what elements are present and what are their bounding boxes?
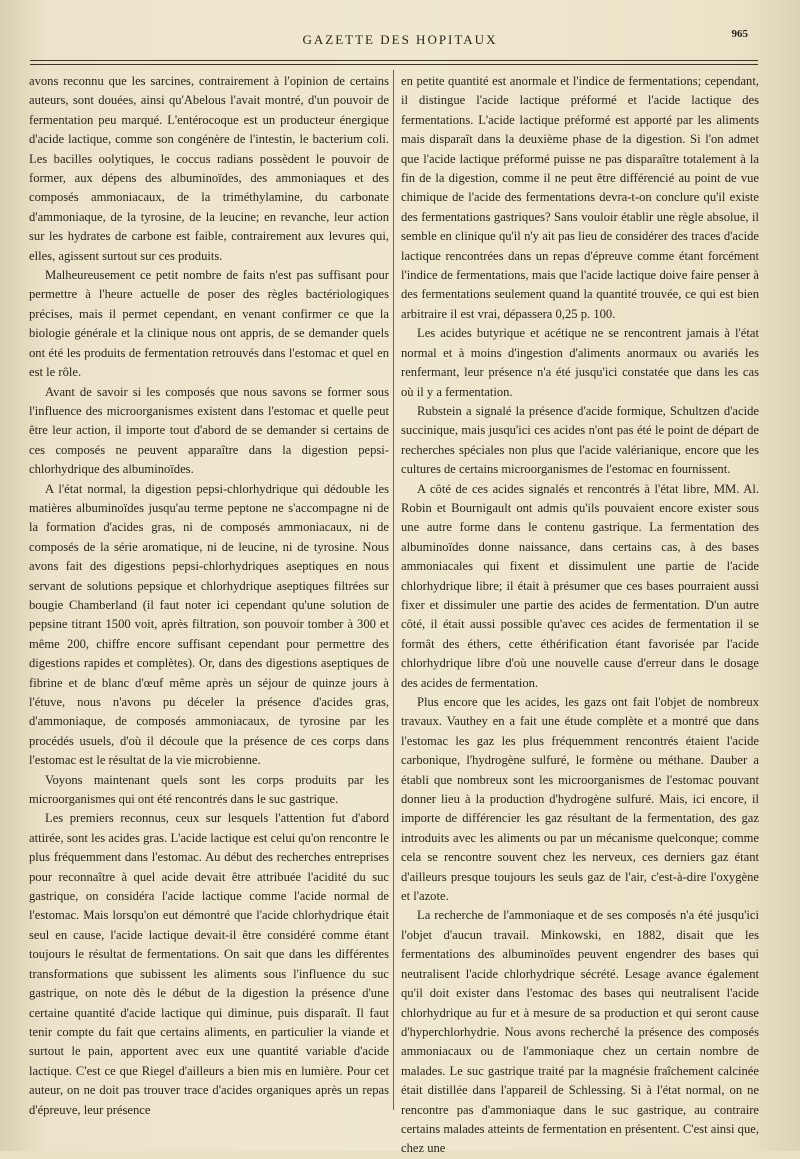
paragraph: en petite quantité est anormale et l'indice de fermentations; cependant, il distingue l'acide lactique préformé et l'acide lactique des fermentations. L'acide lactique préformé est apporté par les aliments mais disparaît dans la deuxième phase de la digestion. Si l'on admet que l'acide lactique préformé puisse ne pas disparaître totalement à la fin de la digestion, comme il ne peut être différencié au point de vue chimique de l'acide des fermentations devra-t-on conclure qu'il existe des fermentations gastriques? Sans vouloir établir une règle absolue, il semble en clinique qu'il n'y ait pas lieu de considérer des traces d'acide lactique rencontrées dans un repas d'épreuve comme étant forcément l'indice de fermentations, mais que l'acide lactique doive faire penser à des fermentations seulement quand la quantité trouvée, ce qui est bien arbitraire il est vrai, dépassera 0,25 p. 100. [401, 74, 759, 321]
paragraph: A côté de ces acides signalés et rencontrés à l'état libre, MM. Al. Robin et Bournigault ont admis qu'ils pouvaient encore exister sous une autre forme dans le contenu gastrique. La fermentation des albuminoïdes donne naissance, dans certains cas, à des bases ammoniacales qui fixent et dissimulent une partie de l'acide chlorhydrique libre; il était à présumer que ces bases pourraient aussi fixer et dissimuler une partie des acides de fermentation. D'un autre côté, il était aussi possible qu'avec ces acides de fermentation il se formât des éthers, cette éthérification étant favorisée par l'acide chlorhydrique libre d'où une nouvelle cause d'erreur dans le dosage des acides de fermentation. [401, 481, 759, 690]
running-title: GAZETTE DES HOPITAUX [302, 32, 498, 47]
paragraph: Rubstein a signalé la présence d'acide formique, Schultzen d'acide succinique, mais jusqu'ici ces acides n'ont pas été le point de départ de recherches spéciales non plus que l'acide valérianique, encore que les cultures de certains microorganismes de l'estomac en fournissent. [401, 403, 759, 477]
paragraph: La recherche de l'ammoniaque et de ses composés n'a été jusqu'ici l'objet d'aucun travail. Minkowski, en 1882, disait que les fermentations des albuminoïdes peuvent engendrer des bases qui neutralisent l'acide chlorhydrique sécrété. Lesage avance également qu'il doit exister dans l'estomac des bases qui neutralisent l'acide chlorhydrique au fur et à mesure de sa production et qui seront cause d'hyperchlorhydrie. Nous avons recherché la présence des composés ammoniacaux ou de l'ammoniaque chez un certain nombre de malades. Le suc gastrique traité par la magnésie fraîchement calcinée était distillée dans l'appareil de Schlessing. Si à l'état normal, on ne rencontre pas d'ammoniaque dans le suc gastrique, au contraire certains malades atteints de fermentation en présentent. C'est ainsi que, chez une [401, 908, 759, 1156]
paragraph: Malheureusement ce petit nombre de faits n'est pas suffisant pour permettre à l'heure actuelle de poser des règles bactériologiques précises, mais il permet cependant, en venant confirmer ce que la biologie générale et la clinique nous ont appris, de se demander quels ont été les produits de fermentation retrouvés dans l'estomac et quel en est le rôle. [29, 268, 389, 380]
paragraph: Avant de savoir si les composés que nous savons se former sous l'influence des microorganismes existent dans l'estomac et quelle peut être leur action, il importe tout d'abord de se demander si certains de ces composés ne peuvent apparaître dans la digestion pepsi-chlorhydrique des albuminoïdes. [29, 384, 389, 477]
header-rule-thin [30, 64, 758, 65]
paragraph: Plus encore que les acides, les gazs ont fait l'objet de nombreux travaux. Vauthey en a fait une étude complète et a montré que dans l'estomac les gaz les plus fréquemment rencontrés étaient l'acide carbonique, l'hydrogène sulfuré, le formène ou méthane. Dauber a établi que nombreux sont les microorganismes de l'estomac pouvant donner lieu à la production d'hydrogène sulfuré. Mais, ici encore, il importe de différencier les gaz résultant de la fermentation, des gaz introduits avec les aliments ou par un mécanisme quelconque; comme cela se rencontre souvent chez les nerveux, ces derniers gaz étant d'ailleurs presque toujours les seuls gaz de l'air, c'est-à-dire l'oxygène et l'azote. [401, 695, 759, 904]
paragraph: A l'état normal, la digestion pepsi-chlorhydrique qui dédouble les matières albuminoïdes jusqu'au terme peptone ne s'accompagne ni de la formation d'acides gras, ni de composés ammoniacaux, ni de composés de la série aromatique, ni de leucine, ni de tyrosine. Nous avons fait des digestions pepsi-chlorhydriques aseptiques en nous servant de solutions pepsique et chlorhydrique aseptiques filtrées sur bougie Chamberland (il faut noter ici cependant qu'une solution de pepsine titrant 1500 voit, après filtration, son pouvoir tomber à 300 et même 200, chiffre encore suffisant cependant pour permettre des digestions rapides et complètes). Or, dans des digestions aseptiques de fibrine et de blanc d'œuf même après un séjour de quinze jours à l'étuve, nous n'avons pu déceler la présence d'acides gras, d'ammoniaque, de composés ammoniacaux, de tyrosine par les procédés usuels, d'où il découle que la présence de ces corps dans l'estomac est le résultat de la vie microbienne. [29, 481, 389, 768]
column-divider [393, 70, 394, 1110]
paragraph: Voyons maintenant quels sont les corps produits par les microorganismes qui ont été rencontrés dans le suc gastrique. [29, 772, 389, 807]
page-number: 965 [731, 28, 748, 40]
left-column [29, 72, 389, 1120]
header-rule-thick [30, 60, 758, 61]
paragraph: Les acides butyrique et acétique ne se rencontrent jamais à l'état normal et à moins d'ingestion d'aliments anormaux ou avariés les renfermant, leur présence n'a été jusqu'ici constatée que dans les cas où il y a fermentation. [401, 326, 759, 399]
right-column [401, 72, 759, 1159]
paragraph: avons reconnu que les sarcines, contrairement à l'opinion de certains auteurs, sont douées, ainsi qu'Abelous l'avait montré, d'un pouvoir de fermentation peu marqué. L'entérocoque est un producteur énergique d'acide lactique, comme son congénère de l'intestin, le bacterium coli. Les bacilles oolytiques, le coccus radians possèdent le pouvoir de former, aux dépens des albuminoïdes, des ammoniaques et des composés ammoniacaux, de la triméthylamine, du carbonate d'ammoniaque, de la tyrosine, de la leucine; en revanche, leur action sur les hydrates de carbone est faible, contrairement aux levures qui, elles, agissent surtout sur ces produits. [29, 74, 389, 263]
paragraph: Les premiers reconnus, ceux sur lesquels l'attention fut d'abord attirée, sont les acides gras. L'acide lactique est celui qu'on rencontre le plus fréquemment dans l'estomac. Au début des recherches entreprises pour reconnaître à quel acide devait être attribuée l'acidité du suc gastrique, on considéra l'acide lactique comme l'acide normal de l'estomac. Mais lorsqu'on eut démontré que l'acide chlorhydrique était seul en cause, l'acide lactique devait-il être considéré comme étant toujours le résultat de fermentations. On sait que dans les différentes transformations que subissent les aliments sous l'influence du suc gastrique, on note dès le début de la digestion la présence d'une certaine quantité d'acide lactique qui diminue, puis disparaît. Il faut tenir compte du fait que certains aliments, en particulier la viande et surtout le pain, apportent avec eux une quantité variable d'acide lactique. C'est ce que Riegel d'ailleurs a bien mis en lumière. Pour cet auteur, on ne doit pas trouver trace d'acides organiques après un repas d'épreuve, leur présence [29, 811, 389, 1117]
